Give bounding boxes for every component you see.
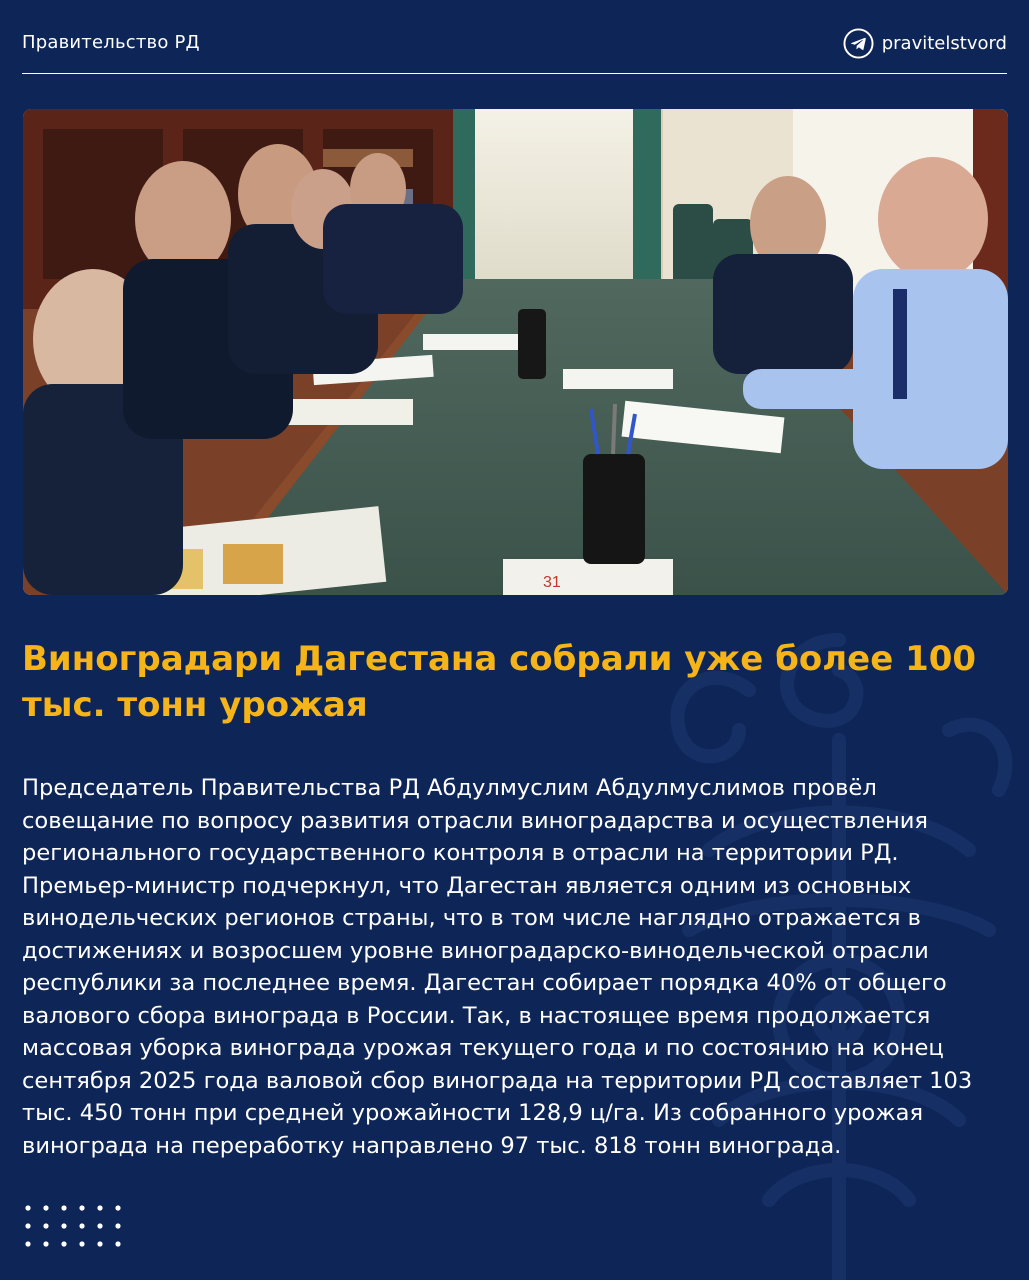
dots-decoration <box>24 1204 124 1254</box>
channel-handle: pravitelstvord <box>881 33 1007 54</box>
telegram-icon <box>843 28 874 59</box>
org-name: Правительство РД <box>22 32 200 53</box>
meeting-photo <box>23 109 1008 595</box>
document-label: 31 <box>543 574 561 591</box>
channel-link[interactable] <box>843 28 1007 59</box>
article-body: Председатель Правительства РД Абдулмуслим Абдулмуслимов провёл совещание по вопросу развития отрасли виноградарства и осуществления регионального государственного контроля в отрасли на территории РД. Премьер-министр подчеркнул, что Дагестан является одним из основных винодельческих регионов страны, что в том числе наглядно отражается в достижениях и возросшем уровне виноградарско-винодельческой отрасли республики за последнее время. Дагестан собирает порядка 40% от общего валового сбора винограда в России. Так, в настоящее время продолжается массовая уборка винограда урожая текущего года и по состоянию на конец сентября 2025 года валовой сбор винограда на территории РД составляет 103 тыс. 450 тонн при средней урожайности 128,9 ц/га. Из собранного урожая винограда на переработку направлено 97 тыс. 818 тонн винограда. <box>22 775 973 1159</box>
headline: Виноградари Дагестана собрали уже более 100 тыс. тонн урожая <box>22 639 977 725</box>
header <box>22 28 1007 74</box>
